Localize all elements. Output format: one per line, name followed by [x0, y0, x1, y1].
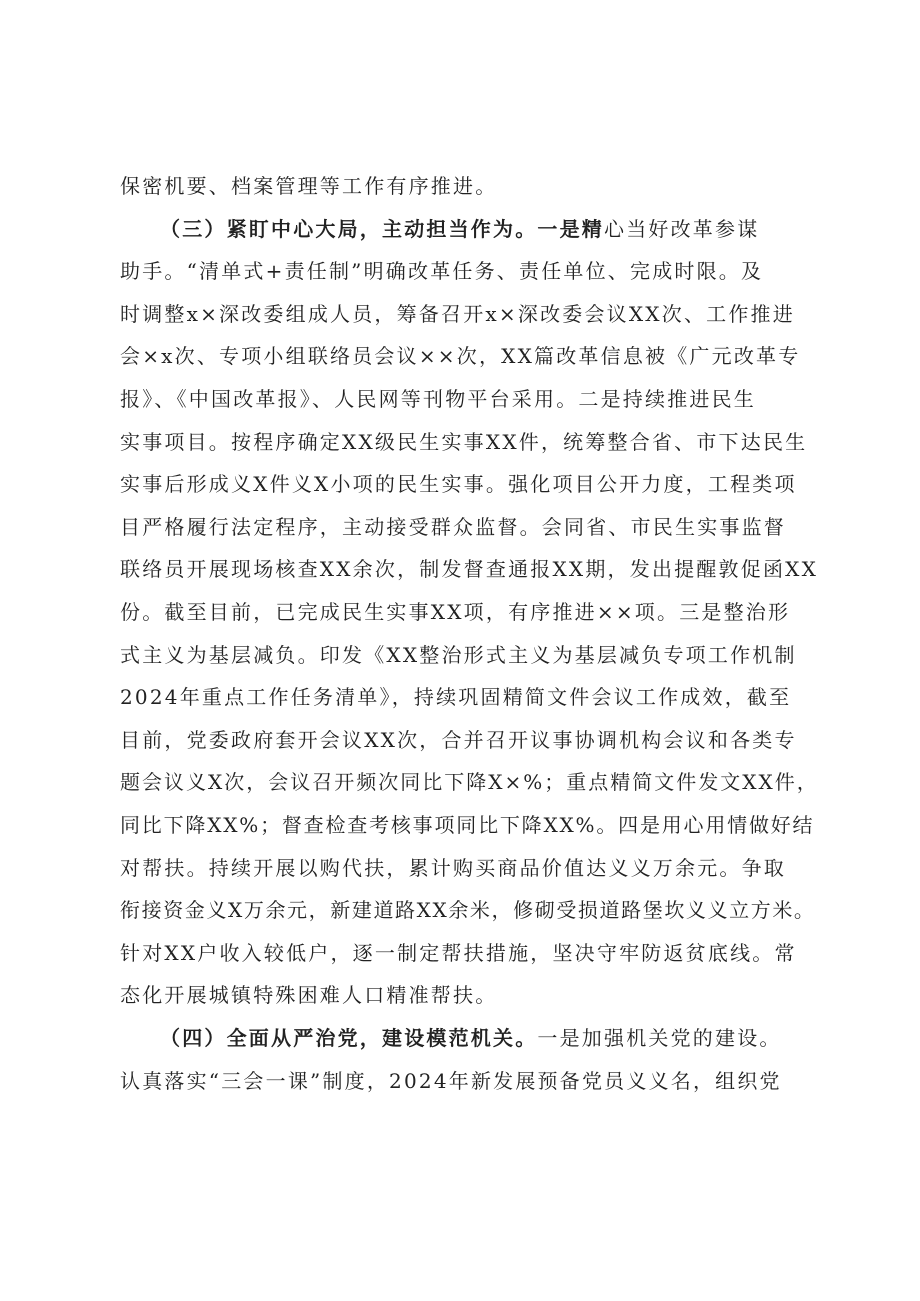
section-heading-line — [160, 1023, 820, 1053]
section-4-heading: （四）全面从严治党，建设模范机关。 — [160, 1026, 538, 1050]
paragraph-text: 针对XX户收入较低户，逐一制定帮扶措施，坚决守牢防返贫底线。常 — [120, 941, 797, 965]
paragraph-line — [120, 810, 820, 840]
paragraph-text: 式主义为基层减负。印发《XX整治形式主义为基层减负专项工作机制 — [120, 643, 797, 667]
paragraph-text: 题会议义X次，会议召开频次同比下降X×%；重点精简文件发文XX件， — [120, 770, 819, 794]
paragraph-text: 2024年重点工作任务清单》，持续巩固精简文件会议工作成效，截至 — [120, 685, 792, 709]
paragraph-line — [120, 682, 820, 712]
paragraph-line — [120, 256, 820, 286]
paragraph-line — [120, 725, 820, 755]
paragraph-text: 实事后形成义X件义X小项的民生实事。强化项目公开力度，工程类项 — [120, 472, 797, 496]
section-4-first-line-rest: 一是加强机关党的建设。 — [537, 1026, 782, 1050]
paragraph-line — [120, 427, 820, 457]
paragraph-line — [120, 171, 820, 201]
paragraph-text: 目前，党委政府套开会议XX次，合并召开议事协调机构会议和各类专 — [120, 728, 797, 752]
paragraph-line — [120, 938, 820, 968]
paragraph-text: 对帮扶。持续开展以购代扶，累计购买商品价值达义义万余元。争取 — [120, 856, 786, 880]
paragraph-line — [120, 299, 820, 329]
paragraph-text: 时调整x×深改委组成人员，筹备召开x×深改委会议ⅩX次、工作推进 — [120, 302, 795, 326]
section-3-heading: （三）紧盯中心大局，主动担当作为。一是精 — [160, 217, 604, 241]
paragraph-text: 衔接资金义X万余元，新建道路XX余米，修砌受损道路堡坎义义立方米。 — [120, 898, 816, 922]
paragraph-text: 会×x次、专项小组联络员会议××次，XX篇改革信息被《广元改革专 — [120, 344, 801, 368]
paragraph-line — [120, 853, 820, 883]
paragraph-line — [120, 980, 820, 1010]
paragraph-text: 助手。“清单式+责任制”明确改革任务、责任单位、完成时限。及 — [120, 259, 764, 283]
paragraph-text: 同比下降XX%；督查检查考核事项同比下降XX%。四是用心用情做好结 — [120, 813, 815, 837]
section-3-first-line-rest: 心当好改革参谋 — [604, 217, 760, 241]
paragraph-line — [120, 767, 820, 797]
paragraph-line — [120, 640, 820, 670]
paragraph-line — [120, 1066, 820, 1096]
paragraph-text: 保密机要、档案管理等工作有序推进。 — [120, 174, 498, 198]
section-heading-line — [160, 214, 820, 244]
paragraph-line — [120, 597, 820, 627]
paragraph-text: 报》、《中国改革报》、人民网等刊物平台采用。二是持续推进民生 — [120, 387, 756, 411]
paragraph-line — [120, 554, 820, 584]
paragraph-line — [120, 512, 820, 542]
paragraph-line — [120, 895, 820, 925]
paragraph-line — [120, 384, 820, 414]
paragraph-text: 态化开展城镇特殊困难人口精准帮扶。 — [120, 983, 498, 1007]
paragraph-text: 实事项目。按程序确定XX级民生实事XX件，统筹整合省、市下达民生 — [120, 430, 808, 454]
paragraph-text: 目严格履行法定程序，主动接受群众监督。会同省、市民生实事监督 — [120, 515, 786, 539]
paragraph-line — [120, 341, 820, 371]
paragraph-text: 联络员开展现场核查XX余次，制发督查通报XX期，发出提醒敦促函XX — [120, 557, 819, 581]
paragraph-text: 认真落实“三会一课”制度，2024年新发展预备党员义义名，组织党 — [120, 1069, 782, 1093]
paragraph-line — [120, 469, 820, 499]
paragraph-text: 份。截至目前，已完成民生实事XX项，有序推进××项。三是整治形 — [120, 600, 791, 624]
